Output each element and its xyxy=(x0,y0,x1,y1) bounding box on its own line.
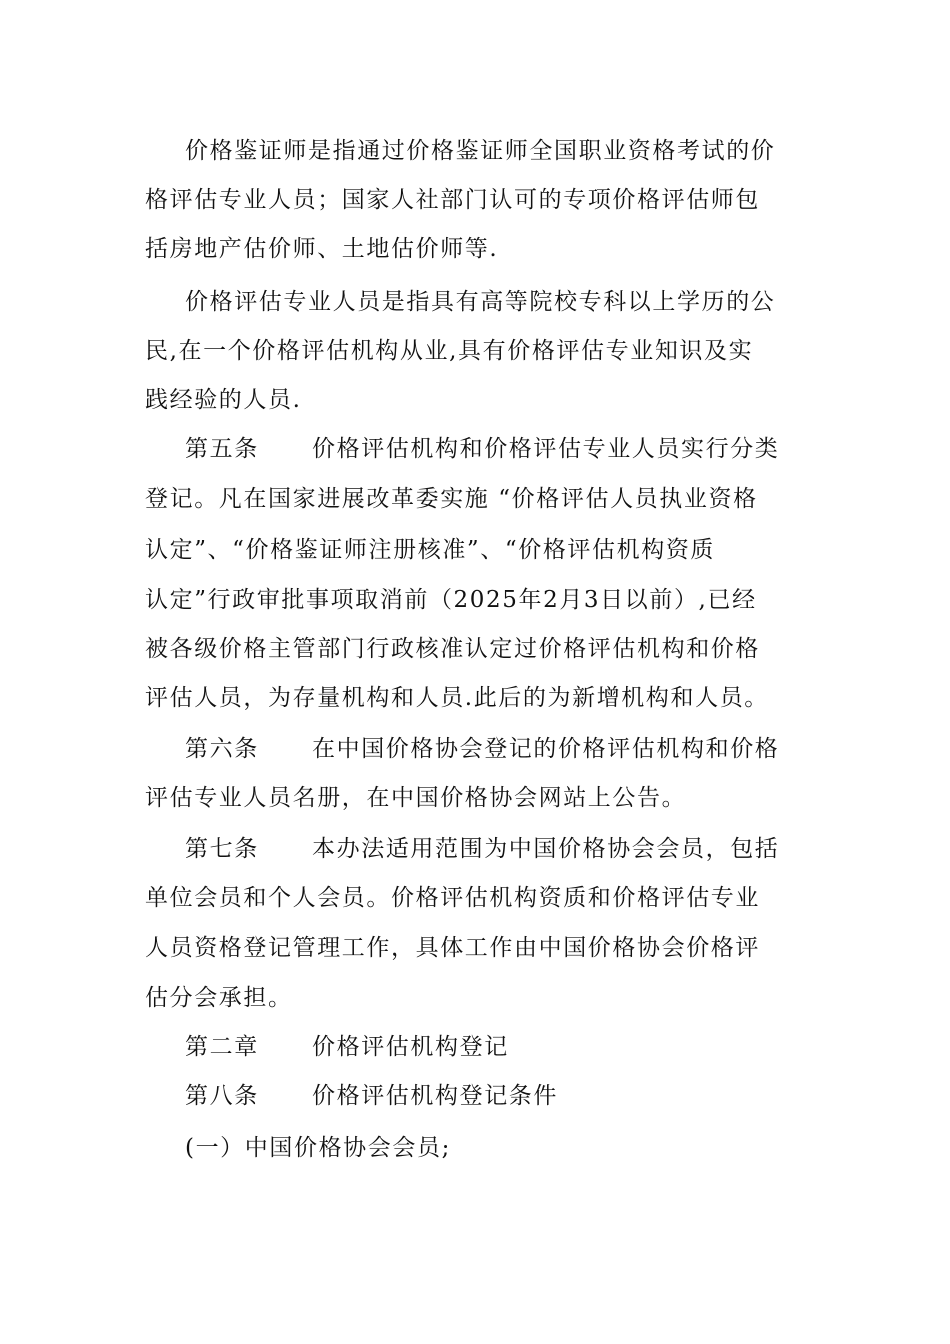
article-heading: 第五条 xyxy=(185,436,259,462)
text-line: 民,在一个价格评估机构从业,具有价格评估专业知识及实 xyxy=(145,338,754,364)
text-line: 践经验的人员. xyxy=(145,387,302,413)
text-line: 评估人员，为存量机构和人员.此后的为新增机构和人员。 xyxy=(145,685,769,711)
article-heading: 第七条 xyxy=(185,836,259,862)
chapter-heading: 第二章 xyxy=(185,1034,259,1060)
text-line: 价格评估机构和价格评估专业人员实行分类 xyxy=(312,436,780,462)
chapter-title: 价格评估机构登记 xyxy=(312,1034,509,1060)
text-line: 人员资格登记管理工作，具体工作由中国价格协会价格评 xyxy=(145,935,760,961)
article-heading: 第六条 xyxy=(185,736,259,762)
text-line: 估分会承担。 xyxy=(145,985,293,1011)
text-line: 本办法适用范围为中国价格协会会员，包括 xyxy=(312,836,780,862)
text-line: 被各级价格主管部门行政核准认定过价格评估机构和价格 xyxy=(145,636,760,662)
text-line: 认定”、“价格鉴证师注册核准”、“价格评估机构资质 xyxy=(145,537,716,563)
text-line: 单位会员和个人会员。价格评估机构资质和价格评估专业 xyxy=(145,885,760,911)
text-line: 在中国价格协会登记的价格评估机构和价格 xyxy=(312,736,780,762)
text-line: 登记。凡在国家进展改革委实施 “价格评估人员执业资格 xyxy=(145,486,758,512)
article-heading: 第八条 xyxy=(185,1083,259,1109)
text-line: 价格评估机构登记条件 xyxy=(312,1083,558,1109)
text-line: 括房地产估价师、土地估价师等. xyxy=(145,236,499,262)
text-line: 认定”行政审批事项取消前（2025年2月3日以前）,已经 xyxy=(145,587,757,613)
text-line: 评估专业人员名册，在中国价格协会网站上公告。 xyxy=(145,785,687,811)
text-line: 价格鉴证师是指通过价格鉴证师全国职业资格考试的价 xyxy=(185,138,776,164)
text-line: 格评估专业人员；国家人社部门认可的专项价格评估师包 xyxy=(145,187,760,213)
list-item: (一）中国价格协会会员; xyxy=(185,1135,451,1161)
text-line: 价格评估专业人员是指具有高等院校专科以上学历的公 xyxy=(185,289,776,315)
